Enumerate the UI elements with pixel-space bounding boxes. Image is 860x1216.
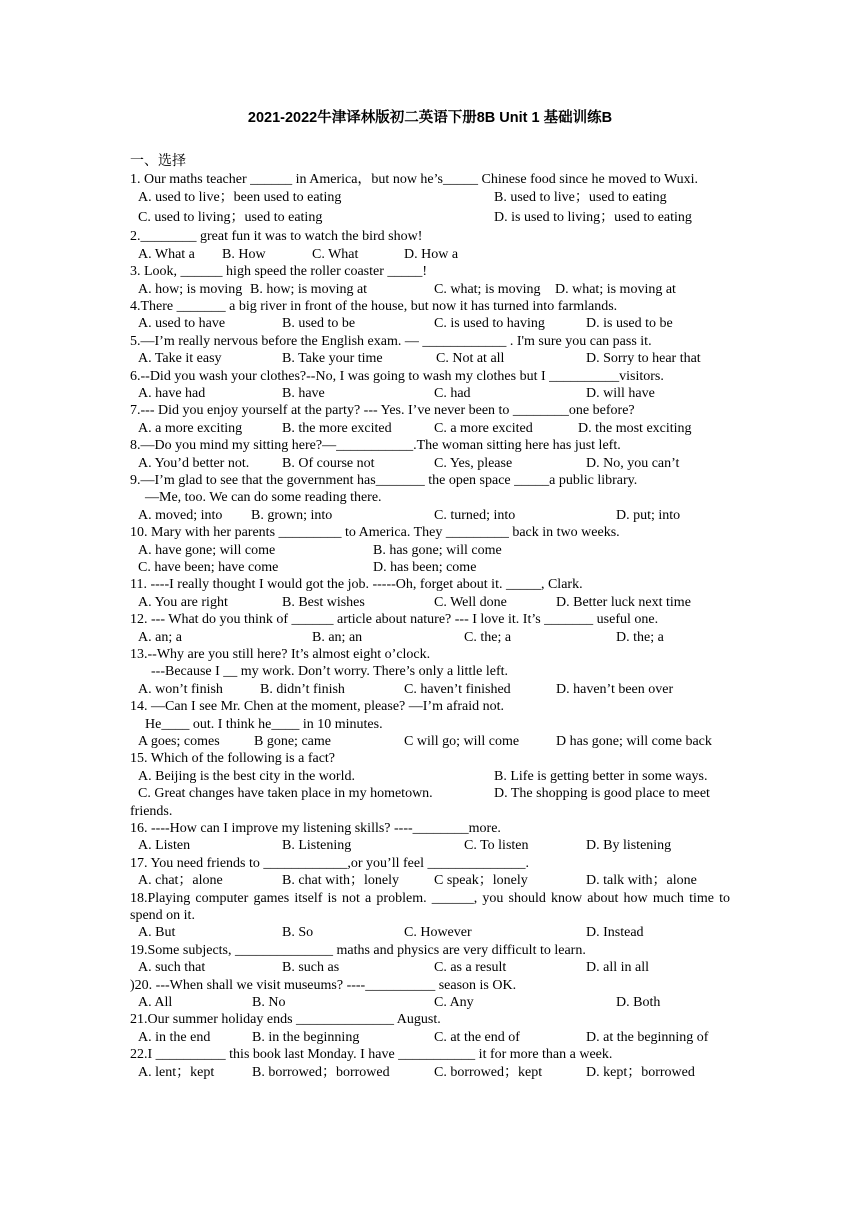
question-stem-11: 11. ----I really thought I would got the job. -----Oh, forget about it. _____, Clark. xyxy=(130,577,583,593)
answer-option[interactable]: C. have been; have come xyxy=(138,559,279,575)
options-row xyxy=(130,281,730,298)
answer-option[interactable]: B. Of course not xyxy=(282,455,375,471)
answer-option[interactable]: B. Take your time xyxy=(282,351,383,367)
answer-option[interactable]: C. at the end of xyxy=(434,1029,520,1045)
answer-option[interactable]: A. Beijing is the best city in the world. xyxy=(138,768,355,784)
answer-option[interactable]: A. You are right xyxy=(138,594,228,610)
question-stem-6: 6.--Did you wash your clothes?--No, I was going to wash my clothes but I __________visitors. xyxy=(130,368,664,384)
answer-option[interactable]: B gone; came xyxy=(254,733,331,749)
options-row xyxy=(130,246,730,263)
answer-option[interactable]: C. turned; into xyxy=(434,507,516,523)
answer-option[interactable]: C will go; will come xyxy=(404,733,520,749)
options-row xyxy=(130,594,730,611)
options-row xyxy=(130,315,730,332)
answer-option[interactable]: A. But xyxy=(138,925,176,941)
answer-option[interactable]: A. used to have xyxy=(138,316,226,332)
answer-option[interactable]: B. the more excited xyxy=(282,420,392,436)
options-row xyxy=(130,188,730,208)
answer-option[interactable]: B. Life is getting better in some ways. xyxy=(494,768,708,784)
options-row xyxy=(130,733,730,750)
options-row xyxy=(130,507,730,524)
question-stem-5: 5.—I’m really nervous before the English exam. — ____________ . I'm sure you can pass it. xyxy=(130,333,652,349)
answer-option[interactable]: A. in the end xyxy=(138,1029,211,1045)
answer-option[interactable]: B. Listening xyxy=(282,838,352,854)
answer-option[interactable]: B. have xyxy=(282,386,325,401)
answer-option[interactable]: D. No, you can’t xyxy=(586,455,680,471)
question-stem-1: 1. Our maths teacher ______ in America，but now he’s_____ Chinese food since he moved to Wuxi. xyxy=(130,172,699,187)
question-stem-9: 9.—I’m glad to see that the government has_______ the open space _____a public library. xyxy=(130,472,638,488)
question-stem-19: 19.Some subjects, ______________ maths and physics are very difficult to learn. xyxy=(130,942,586,958)
question-stem-16: 16. ----How can I improve my listening skills? ----________more. xyxy=(130,820,501,836)
options-row xyxy=(130,681,730,698)
answer-option[interactable]: D. put; into xyxy=(616,507,681,523)
answer-option[interactable]: A. a more exciting xyxy=(138,420,243,436)
answer-option[interactable]: A. Listen xyxy=(138,838,191,854)
answer-option[interactable]: D. all in all xyxy=(586,960,649,976)
question-stem-18: 18.Playing computer games itself is not a problem. ______, you should know about how much time to spend on it. xyxy=(130,890,730,923)
answer-option[interactable]: C. haven’t finished xyxy=(404,681,511,697)
options-row xyxy=(130,994,730,1011)
options-row xyxy=(130,768,730,785)
answer-option[interactable]: C. used to living；used to eating xyxy=(138,210,323,226)
answer-option[interactable]: D. kept；borrowed xyxy=(586,1064,695,1080)
question-stem-continued-9: —Me, too. We can do some reading there. xyxy=(145,490,382,506)
answer-option[interactable]: C. To listen xyxy=(464,838,529,854)
answer-option[interactable]: B. didn’t finish xyxy=(260,681,345,697)
answer-option[interactable]: C. what; is moving xyxy=(434,281,541,297)
answer-option[interactable]: A. have gone; will come xyxy=(138,542,276,558)
question-stem-21: 21.Our summer holiday ends ______________ August. xyxy=(130,1012,441,1028)
answer-option[interactable]: D. the; a xyxy=(616,629,664,645)
answer-option[interactable]: C. a more excited xyxy=(434,420,533,436)
options-row xyxy=(130,559,730,576)
options-row xyxy=(130,455,730,472)
options-row xyxy=(130,924,730,941)
options-row xyxy=(130,420,730,437)
answer-option[interactable]: D. Sorry to hear that xyxy=(586,351,701,367)
question-stem-13: 13.--Why are you still here? It’s almost eight o’clock. xyxy=(130,646,431,662)
answer-option[interactable]: C speak；lonely xyxy=(434,873,528,889)
page-title: 2021-2022牛津译林版初二英语下册8B Unit 1 基础训练B xyxy=(247,110,613,126)
answer-option[interactable]: D. talk with；alone xyxy=(586,873,697,889)
answer-option[interactable]: A. What a xyxy=(138,246,195,262)
options-row xyxy=(130,208,730,228)
options-row xyxy=(130,629,730,646)
answer-option[interactable]: B. used to live；used to eating xyxy=(494,190,667,206)
options-row xyxy=(130,837,730,854)
question-stem-8: 8.—Do you mind my sitting here?—___________.The woman sitting here has just left. xyxy=(130,438,621,454)
answer-option[interactable]: C. borrowed；kept xyxy=(434,1064,543,1080)
answer-option[interactable]: B. Best wishes xyxy=(282,594,365,610)
question-stem-20: )20. ---When shall we visit museums? ----__________ season is OK. xyxy=(130,977,517,993)
answer-option[interactable]: D. How a xyxy=(404,246,459,262)
answer-option[interactable]: B. borrowed；borrowed xyxy=(252,1064,390,1080)
question-stem-continued-13: ---Because I __ my work. Don’t worry. There’s only a little left. xyxy=(151,664,509,680)
answer-option[interactable]: C. Not at all xyxy=(436,351,505,367)
question-stem-3: 3. Look, ______ high speed the roller coaster _____! xyxy=(130,264,428,280)
answer-option[interactable]: A. how; is moving xyxy=(138,281,243,297)
question-stem-continued-14: He____ out. I think he____ in 10 minutes. xyxy=(145,716,383,732)
answer-option[interactable]: B. used to be xyxy=(282,316,356,332)
answer-option[interactable]: D has gone; will come back xyxy=(556,733,712,749)
answer-option[interactable]: C. had xyxy=(434,386,471,401)
answer-option[interactable]: A. You’d better not. xyxy=(138,455,250,471)
answer-option[interactable]: C. Yes, please xyxy=(434,455,513,471)
answer-option[interactable]: A. chat；alone xyxy=(138,873,223,889)
answer-option[interactable]: D. The shopping is good place to meet xyxy=(494,786,710,802)
answer-option[interactable]: A. used to live；been used to eating xyxy=(138,190,342,206)
answer-option[interactable]: D. will have xyxy=(586,386,655,401)
answer-option[interactable]: D. haven’t been over xyxy=(556,681,674,697)
answer-option[interactable]: D. is used to be xyxy=(586,316,673,332)
answer-option[interactable]: B. such as xyxy=(282,960,340,976)
answer-option[interactable]: D. what; is moving at xyxy=(555,281,676,297)
options-row xyxy=(130,1029,730,1046)
option-continued-text: friends. xyxy=(130,803,173,819)
answer-option[interactable]: B. No xyxy=(252,994,286,1010)
answer-option[interactable]: B. How xyxy=(222,246,266,262)
options-row xyxy=(130,872,730,889)
answer-option[interactable]: C. as a result xyxy=(434,960,507,976)
options-row xyxy=(130,350,730,367)
question-stem-7: 7.--- Did you enjoy yourself at the party? --- Yes. I’ve never been to ________one before? xyxy=(130,403,635,419)
answer-option[interactable]: A. have had xyxy=(138,386,206,401)
answer-option[interactable]: D. is used to living；used to eating xyxy=(494,210,692,226)
answer-option[interactable]: B. chat with；lonely xyxy=(282,873,400,889)
question-stem-12: 12. --- What do you think of ______ article about nature? --- I love it. It’s _______ useful one. xyxy=(130,612,659,628)
answer-option[interactable]: D. Better luck next time xyxy=(556,594,691,610)
answer-option[interactable]: C. However xyxy=(404,925,472,941)
answer-option[interactable]: D. By listening xyxy=(586,838,672,854)
options-row xyxy=(130,542,730,559)
section-heading: 一、选择 xyxy=(130,153,186,169)
options-row xyxy=(130,385,730,402)
answer-option[interactable]: A. All xyxy=(138,994,173,1010)
answer-option[interactable]: D. at the beginning of xyxy=(586,1029,709,1045)
answer-option[interactable]: C. Any xyxy=(434,994,474,1010)
answer-option[interactable]: B. in the beginning xyxy=(252,1029,360,1045)
answer-option[interactable]: A. lent；kept xyxy=(138,1064,215,1080)
answer-option[interactable]: D. Both xyxy=(616,994,661,1010)
question-list xyxy=(130,171,730,1081)
answer-option[interactable]: D. the most exciting xyxy=(578,420,692,436)
question-stem-17: 17. You need friends to ____________,or you’ll feel ______________. xyxy=(130,855,529,871)
question-stem-2: 2.________ great fun it was to watch the bird show! xyxy=(130,229,423,245)
answer-option[interactable]: D. Instead xyxy=(586,925,644,941)
answer-option[interactable]: C. Well done xyxy=(434,594,507,610)
answer-option[interactable]: C. the; a xyxy=(464,629,512,645)
answer-option[interactable]: D. has been; come xyxy=(373,559,477,575)
question-stem-14: 14. —Can I see Mr. Chen at the moment, please? —I’m afraid not. xyxy=(130,699,505,715)
question-stem-10: 10. Mary with her parents _________ to America. They _________ back in two weeks. xyxy=(130,525,620,541)
answer-option[interactable]: C. Great changes have taken place in my hometown. xyxy=(138,786,433,802)
question-stem-22: 22.I __________ this book last Monday. I have ___________ it for more than a week. xyxy=(130,1047,613,1063)
question-stem-4: 4.There _______ a big river in front of the house, but now it has turned into farmlands. xyxy=(130,299,618,314)
options-row xyxy=(130,785,730,802)
answer-option[interactable]: A. an; a xyxy=(138,629,182,645)
answer-option[interactable]: B. has gone; will come xyxy=(373,542,502,558)
answer-option[interactable]: A. moved; into xyxy=(138,507,223,523)
answer-option[interactable]: B. an; an xyxy=(312,629,363,645)
options-row xyxy=(130,959,730,976)
answer-option[interactable]: A. such that xyxy=(138,960,206,976)
answer-option[interactable]: A. won’t finish xyxy=(138,681,223,697)
answer-option[interactable]: C. is used to having xyxy=(434,316,545,332)
question-stem-15: 15. Which of the following is a fact? xyxy=(130,751,336,767)
answer-option[interactable]: C. What xyxy=(312,246,359,262)
options-row xyxy=(130,1064,730,1081)
answer-option[interactable]: A goes; comes xyxy=(138,733,220,749)
answer-option[interactable]: B. grown; into xyxy=(251,507,333,523)
answer-option[interactable]: A. Take it easy xyxy=(138,351,222,367)
answer-option[interactable]: B. So xyxy=(282,925,314,941)
answer-option[interactable]: B. how; is moving at xyxy=(250,281,368,297)
